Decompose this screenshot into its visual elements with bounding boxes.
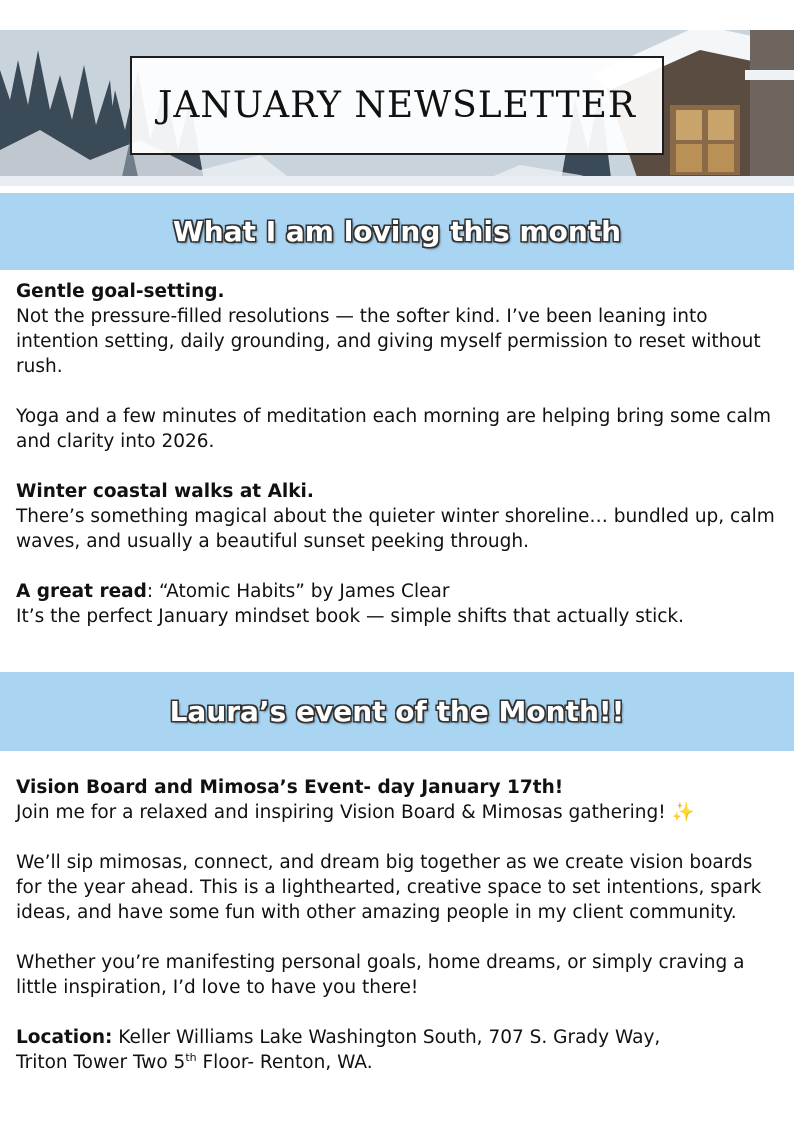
item-coastal-walks-title: Winter coastal walks at Alki.: [16, 481, 314, 502]
event-description: We’ll sip mimosas, connect, and dream big together as we create vision boards for the year ahead. This is a lighthearted, creative space to set intentions, spark ideas, and have some fun with other amazing people in my client community.: [16, 852, 762, 923]
section-heading-event: Laura’s event of the Month!!: [169, 695, 625, 728]
event-location: [16, 1025, 781, 1075]
item-goal-setting-text: Not the pressure-filled resolutions — the softer kind. I’ve been leaning into intention setting, daily grounding, and giving myself permission to reset without rush.: [16, 306, 761, 377]
event-content: [16, 775, 781, 1075]
section-heading-loving: What I am loving this month: [172, 215, 622, 248]
header-banner: [0, 0, 794, 186]
item-great-read: [16, 579, 781, 629]
loving-content: [16, 279, 781, 629]
item-coastal-walks: [16, 479, 781, 554]
item-great-read-text: It’s the perfect January mindset book — simple shifts that actually stick.: [16, 606, 685, 627]
event-title-line: [16, 775, 781, 825]
sparkle-icon: ✨: [671, 802, 695, 823]
location-line-1: Keller Williams Lake Washington South, 707 S. Grady Way,: [112, 1027, 661, 1048]
banner-top-strip: [0, 0, 794, 31]
location-label: Location:: [16, 1027, 113, 1048]
item-yoga-text: Yoga and a few minutes of meditation each morning are helping bring some calm and clarity into 2026.: [16, 406, 771, 452]
event-intro: Join me for a relaxed and inspiring Vision Board & Mimosas gathering!: [16, 802, 672, 823]
section-header-event: [0, 672, 794, 751]
item-great-read-book: : “Atomic Habits” by James Clear: [146, 581, 450, 602]
event-invitation: Whether you’re manifesting personal goals, home dreams, or simply craving a little inspiration, I’d love to have you there!: [16, 952, 745, 998]
location-line-2b: Floor- Renton, WA.: [196, 1052, 373, 1073]
section-header-loving: [0, 193, 794, 270]
location-sup: th: [185, 1050, 197, 1064]
item-goal-setting-title: Gentle goal-setting.: [16, 281, 225, 302]
newsletter-title-box: [130, 56, 664, 155]
item-goal-setting: [16, 279, 781, 379]
event-title: Vision Board and Mimosa’s Event- day January 17th!: [16, 777, 564, 798]
item-coastal-walks-text: There’s something magical about the quieter winter shoreline… bundled up, calm waves, and usually a beautiful sunset peeking through.: [16, 506, 775, 552]
newsletter-title: JANUARY NEWSLETTER: [157, 85, 637, 126]
location-line-2a: Triton Tower Two 5: [16, 1052, 186, 1073]
item-great-read-title: A great read: [16, 581, 147, 602]
